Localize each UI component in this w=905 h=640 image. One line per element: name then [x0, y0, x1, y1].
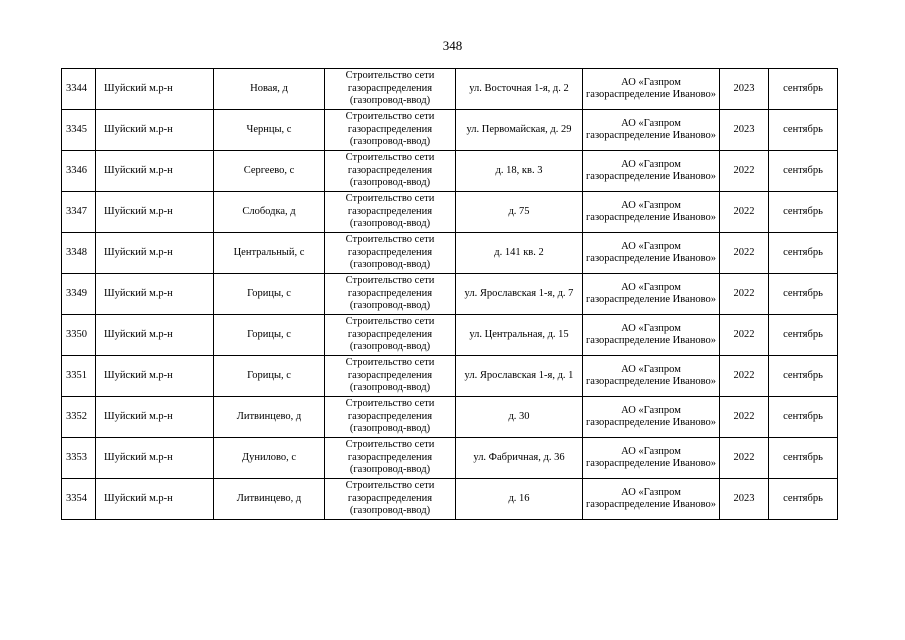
page-number: 348	[442, 38, 463, 53]
table-row	[62, 151, 838, 192]
work-type-cell: Строительство сети газораспределения (газопровод-ввод)	[325, 151, 456, 192]
row-number: 3350	[62, 315, 96, 356]
month-cell: сентябрь	[769, 110, 838, 151]
work-type-cell: Строительство сети газораспределения (газопровод-ввод)	[325, 397, 456, 438]
month-cell: сентябрь	[769, 356, 838, 397]
month-cell: сентябрь	[769, 151, 838, 192]
year-cell: 2022	[720, 151, 769, 192]
organization-cell: АО «Газпром газораспределение Иваново»	[583, 151, 720, 192]
row-number: 3347	[62, 192, 96, 233]
address-cell: ул. Центральная, д. 15	[456, 315, 583, 356]
table-row	[62, 479, 838, 520]
work-type-cell: Строительство сети газораспределения (газопровод-ввод)	[325, 356, 456, 397]
address-cell: ул. Ярославская 1-я, д. 1	[456, 356, 583, 397]
table-row	[62, 315, 838, 356]
table-row	[62, 233, 838, 274]
organization-cell: АО «Газпром газораспределение Иваново»	[583, 110, 720, 151]
row-number: 3354	[62, 479, 96, 520]
table-row	[62, 274, 838, 315]
row-number: 3344	[62, 69, 96, 110]
month-cell: сентябрь	[769, 69, 838, 110]
table-row	[62, 192, 838, 233]
organization-cell: АО «Газпром газораспределение Иваново»	[583, 438, 720, 479]
row-number: 3346	[62, 151, 96, 192]
year-cell: 2022	[720, 233, 769, 274]
work-type-cell: Строительство сети газораспределения (газопровод-ввод)	[325, 315, 456, 356]
address-cell: д. 141 кв. 2	[456, 233, 583, 274]
row-number: 3348	[62, 233, 96, 274]
row-number: 3353	[62, 438, 96, 479]
district-cell: Шуйский м.р-н	[96, 315, 214, 356]
work-type-cell: Строительство сети газораспределения (газопровод-ввод)	[325, 69, 456, 110]
month-cell: сентябрь	[769, 397, 838, 438]
year-cell: 2023	[720, 110, 769, 151]
work-type-cell: Строительство сети газораспределения (газопровод-ввод)	[325, 479, 456, 520]
locality-cell: Слободка, д	[214, 192, 325, 233]
address-cell: ул. Ярославская 1-я, д. 7	[456, 274, 583, 315]
year-cell: 2022	[720, 315, 769, 356]
gas-network-table	[61, 68, 838, 520]
district-cell: Шуйский м.р-н	[96, 356, 214, 397]
table-row	[62, 438, 838, 479]
locality-cell: Горицы, с	[214, 315, 325, 356]
district-cell: Шуйский м.р-н	[96, 69, 214, 110]
address-cell: ул. Фабричная, д. 36	[456, 438, 583, 479]
organization-cell: АО «Газпром газораспределение Иваново»	[583, 274, 720, 315]
locality-cell: Центральный, с	[214, 233, 325, 274]
year-cell: 2022	[720, 274, 769, 315]
district-cell: Шуйский м.р-н	[96, 479, 214, 520]
address-cell: ул. Восточная 1-я, д. 2	[456, 69, 583, 110]
locality-cell: Дунилово, с	[214, 438, 325, 479]
address-cell: ул. Первомайская, д. 29	[456, 110, 583, 151]
organization-cell: АО «Газпром газораспределение Иваново»	[583, 69, 720, 110]
year-cell: 2022	[720, 397, 769, 438]
month-cell: сентябрь	[769, 479, 838, 520]
organization-cell: АО «Газпром газораспределение Иваново»	[583, 192, 720, 233]
table-row	[62, 110, 838, 151]
district-cell: Шуйский м.р-н	[96, 274, 214, 315]
organization-cell: АО «Газпром газораспределение Иваново»	[583, 397, 720, 438]
month-cell: сентябрь	[769, 274, 838, 315]
table-body	[62, 69, 838, 520]
locality-cell: Новая, д	[214, 69, 325, 110]
organization-cell: АО «Газпром газораспределение Иваново»	[583, 356, 720, 397]
work-type-cell: Строительство сети газораспределения (газопровод-ввод)	[325, 274, 456, 315]
locality-cell: Горицы, с	[214, 356, 325, 397]
work-type-cell: Строительство сети газораспределения (газопровод-ввод)	[325, 192, 456, 233]
month-cell: сентябрь	[769, 315, 838, 356]
district-cell: Шуйский м.р-н	[96, 192, 214, 233]
work-type-cell: Строительство сети газораспределения (газопровод-ввод)	[325, 233, 456, 274]
row-number: 3345	[62, 110, 96, 151]
month-cell: сентябрь	[769, 233, 838, 274]
table-row	[62, 69, 838, 110]
month-cell: сентябрь	[769, 192, 838, 233]
year-cell: 2023	[720, 479, 769, 520]
work-type-cell: Строительство сети газораспределения (газопровод-ввод)	[325, 110, 456, 151]
organization-cell: АО «Газпром газораспределение Иваново»	[583, 315, 720, 356]
address-cell: д. 75	[456, 192, 583, 233]
organization-cell: АО «Газпром газораспределение Иваново»	[583, 233, 720, 274]
row-number: 3351	[62, 356, 96, 397]
organization-cell: АО «Газпром газораспределение Иваново»	[583, 479, 720, 520]
year-cell: 2023	[720, 69, 769, 110]
row-number: 3349	[62, 274, 96, 315]
locality-cell: Горицы, с	[214, 274, 325, 315]
district-cell: Шуйский м.р-н	[96, 397, 214, 438]
address-cell: д. 30	[456, 397, 583, 438]
district-cell: Шуйский м.р-н	[96, 438, 214, 479]
locality-cell: Литвинцево, д	[214, 397, 325, 438]
table-row	[62, 397, 838, 438]
year-cell: 2022	[720, 356, 769, 397]
locality-cell: Чернцы, с	[214, 110, 325, 151]
district-cell: Шуйский м.р-н	[96, 233, 214, 274]
year-cell: 2022	[720, 438, 769, 479]
district-cell: Шуйский м.р-н	[96, 151, 214, 192]
address-cell: д. 18, кв. 3	[456, 151, 583, 192]
year-cell: 2022	[720, 192, 769, 233]
work-type-cell: Строительство сети газораспределения (газопровод-ввод)	[325, 438, 456, 479]
month-cell: сентябрь	[769, 438, 838, 479]
row-number: 3352	[62, 397, 96, 438]
locality-cell: Сергеево, с	[214, 151, 325, 192]
locality-cell: Литвинцево, д	[214, 479, 325, 520]
table-row	[62, 356, 838, 397]
district-cell: Шуйский м.р-н	[96, 110, 214, 151]
address-cell: д. 16	[456, 479, 583, 520]
